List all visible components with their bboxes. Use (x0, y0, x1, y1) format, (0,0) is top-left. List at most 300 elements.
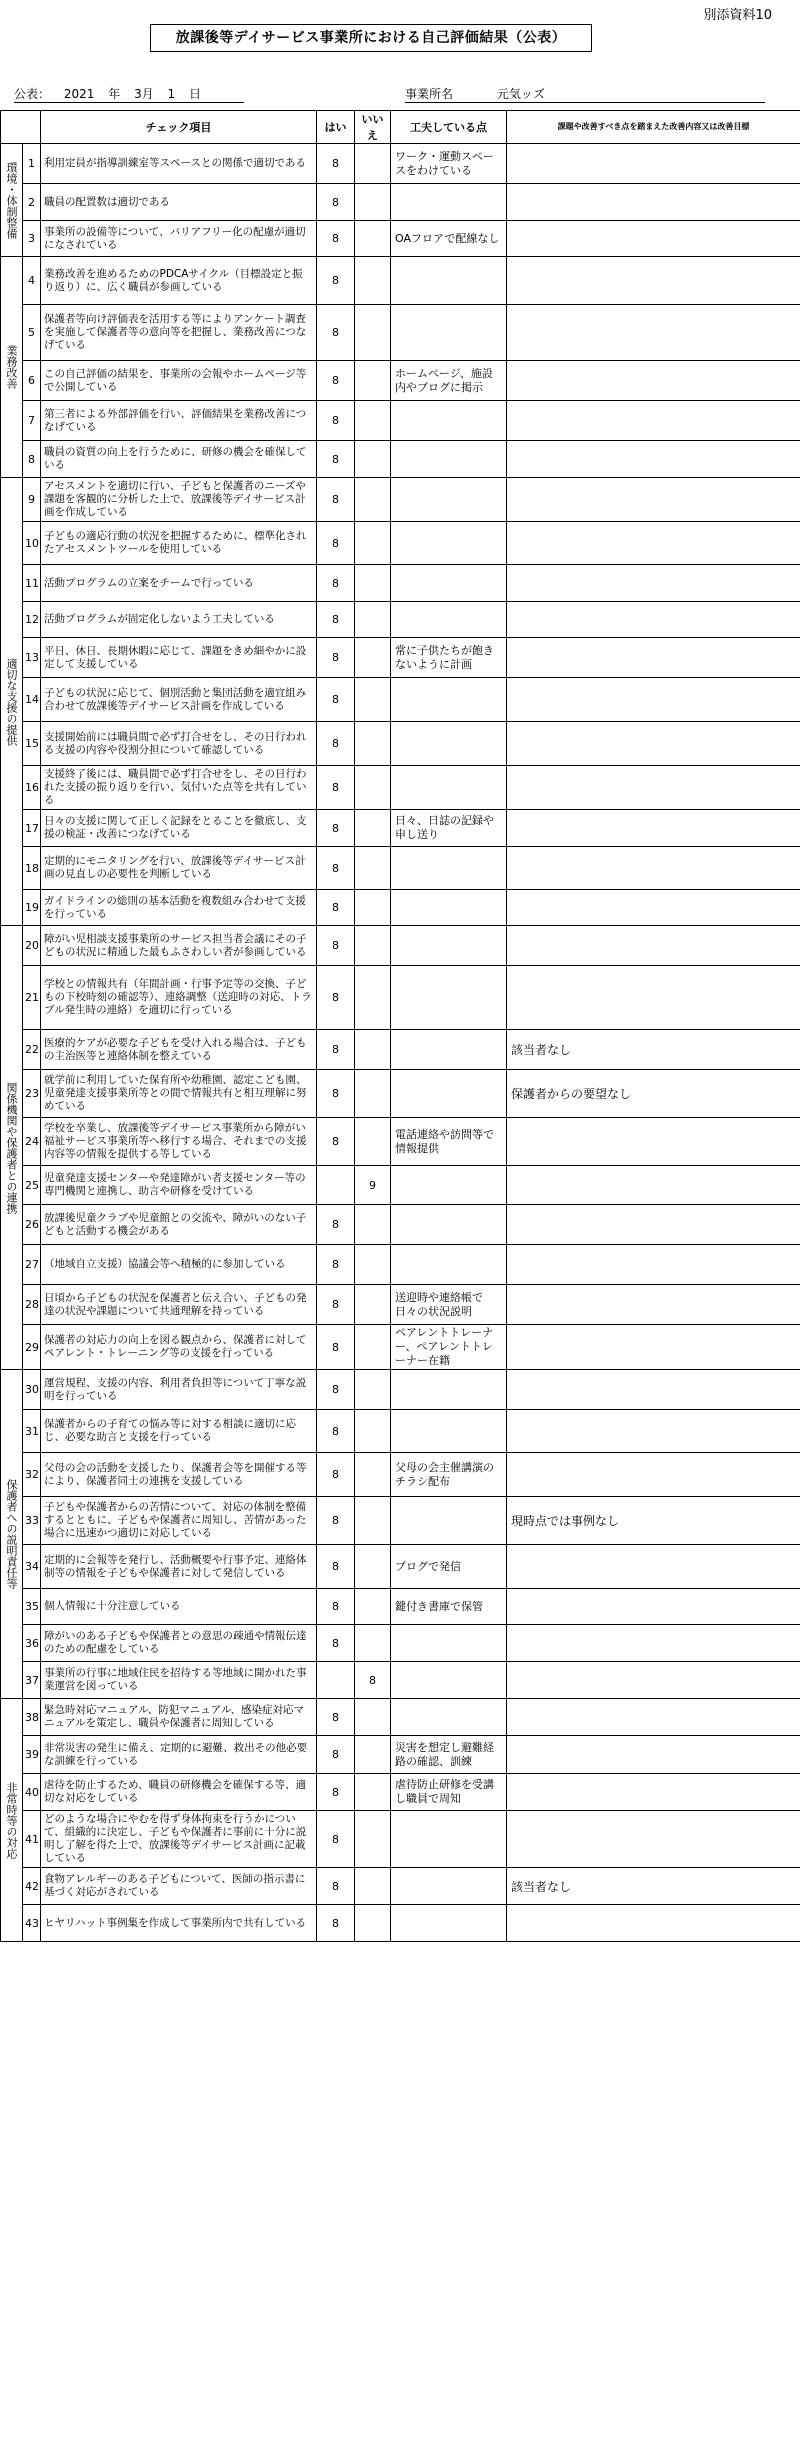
effort-note: 常に子供たちが飽きないように計画 (391, 638, 507, 678)
row-number: 23 (23, 1070, 41, 1118)
row-number: 32 (23, 1453, 41, 1497)
row-number: 34 (23, 1545, 41, 1589)
effort-note: 送迎時や連絡帳で日々の状況説明 (391, 1285, 507, 1325)
effort-note (391, 766, 507, 810)
no-count (355, 847, 391, 890)
improvement-note (507, 602, 800, 638)
effort-note: ブログで発信 (391, 1545, 507, 1589)
effort-note (391, 305, 507, 361)
no-count (355, 1070, 391, 1118)
category-env: 環境・体制整備 (1, 144, 23, 257)
table-row (1, 638, 800, 678)
effort-note (391, 1699, 507, 1736)
check-item: 活動プログラムの立案をチームで行っている (41, 565, 317, 602)
yes-count: 8 (317, 890, 355, 926)
effort-note (391, 1625, 507, 1662)
evaluation-table (0, 110, 800, 1942)
yes-count: 8 (317, 1589, 355, 1625)
publish-year-unit: 年 (108, 87, 121, 101)
table-row (1, 722, 800, 766)
no-count (355, 966, 391, 1030)
publish-day-unit: 日 (189, 87, 202, 101)
effort-note (391, 1030, 507, 1070)
effort-note: ペアレントトレーナー、ペアレントトレーナー在籍 (391, 1325, 507, 1370)
table-row (1, 890, 800, 926)
table-row (1, 602, 800, 638)
row-number: 29 (23, 1325, 41, 1370)
effort-note: 電話連絡や訪問等で情報提供 (391, 1118, 507, 1166)
table-row (1, 1699, 800, 1736)
improvement-note (507, 766, 800, 810)
yes-count: 8 (317, 678, 355, 722)
check-item: 父母の会の活動を支援したり、保護者会等を開催する等により、保護者同士の連携を支援している (41, 1453, 317, 1497)
table-row (1, 1625, 800, 1662)
row-number: 36 (23, 1625, 41, 1662)
effort-note (391, 1205, 507, 1245)
yes-count: 8 (317, 1774, 355, 1811)
improvement-note (507, 722, 800, 766)
improvement-note (507, 638, 800, 678)
effort-note (391, 1905, 507, 1942)
improvement-note (507, 1736, 800, 1774)
check-item: 運営規程、支援の内容、利用者負担等について丁寧な説明を行っている (41, 1370, 317, 1410)
yes-count: 8 (317, 602, 355, 638)
improvement-note (507, 184, 800, 221)
yes-count: 8 (317, 565, 355, 602)
effort-note (391, 602, 507, 638)
header-yes: はい (317, 111, 355, 144)
no-count (355, 678, 391, 722)
effort-note: 災害を想定し避難経路の確認、訓練 (391, 1736, 507, 1774)
effort-note (391, 184, 507, 221)
improvement-note (507, 1905, 800, 1942)
table-row (1, 1905, 800, 1942)
table-row (1, 144, 800, 184)
office-info (405, 86, 765, 103)
improvement-note (507, 1545, 800, 1589)
effort-note (391, 1497, 507, 1545)
no-count (355, 257, 391, 305)
table-row (1, 1410, 800, 1453)
row-number: 4 (23, 257, 41, 305)
yes-count: 8 (317, 1736, 355, 1774)
check-item: 日々の支援に関して正しく記録をとることを徹底し、支援の検証・改善につなげている (41, 810, 317, 847)
improvement-note (507, 305, 800, 361)
table-row (1, 1811, 800, 1868)
no-count (355, 722, 391, 766)
table-row (1, 257, 800, 305)
check-item: 学校を卒業し、放課後等デイサービス事業所から障がい福祉サービス事業所等へ移行する場合、それまでの支援内容等の情報を提供する等している (41, 1118, 317, 1166)
row-number: 27 (23, 1245, 41, 1285)
check-item: 業務改善を進めるためのPDCAサイクル（目標設定と振り返り）に、広く職員が参画している (41, 257, 317, 305)
check-item: 定期的に会報等を発行し、活動概要や行事予定、連絡体制等の情報を子どもや保護者に対して発信している (41, 1545, 317, 1589)
yes-count: 8 (317, 1905, 355, 1942)
yes-count: 8 (317, 810, 355, 847)
effort-note: OAフロアで配線なし (391, 221, 507, 257)
check-item: 保護者の対応力の向上を図る観点から、保護者に対してペアレント・トレーニング等の支援を行っている (41, 1325, 317, 1370)
effort-note (391, 1166, 507, 1205)
table-row (1, 1285, 800, 1325)
header-category (1, 111, 41, 144)
check-item: 放課後児童クラブや児童館との交流や、障がいのない子どもと活動する機会がある (41, 1205, 317, 1245)
no-count (355, 441, 391, 478)
row-number: 39 (23, 1736, 41, 1774)
yes-count: 8 (317, 1410, 355, 1453)
improvement-note (507, 1410, 800, 1453)
no-count (355, 810, 391, 847)
table-header (1, 111, 800, 144)
yes-count: 8 (317, 1030, 355, 1070)
table-row (1, 1325, 800, 1370)
row-number: 33 (23, 1497, 41, 1545)
no-count (355, 602, 391, 638)
yes-count (317, 1166, 355, 1205)
check-item: 虐待を防止するため、職員の研修機会を確保する等、適切な対応をしている (41, 1774, 317, 1811)
no-count: 8 (355, 1662, 391, 1699)
check-item: 活動プログラムが固定化しないよう工夫している (41, 602, 317, 638)
check-item: 子どもの状況に応じて、個別活動と集団活動を適宜組み合わせて放課後等デイサービス計画を作成している (41, 678, 317, 722)
effort-note (391, 478, 507, 522)
check-item: 児童発達支援センターや発達障がい者支援センター等の専門機関と連携し、助言や研修を受けている (41, 1166, 317, 1205)
check-item: 事業所の行事に地域住民を招待する等地域に開かれた事業運営を図っている (41, 1662, 317, 1699)
improvement-note (507, 1370, 800, 1410)
effort-note (391, 1811, 507, 1868)
no-count (355, 1410, 391, 1453)
row-number: 41 (23, 1811, 41, 1868)
table-row (1, 221, 800, 257)
no-count (355, 890, 391, 926)
table-row (1, 184, 800, 221)
yes-count: 8 (317, 722, 355, 766)
improvement-note (507, 1625, 800, 1662)
table-row (1, 1545, 800, 1589)
check-item: （地域自立支援）協議会等へ積極的に参加している (41, 1245, 317, 1285)
table-row (1, 678, 800, 722)
no-count (355, 1625, 391, 1662)
check-item: 非常災害の発生に備え、定期的に避難、救出その他必要な訓練を行っている (41, 1736, 317, 1774)
table-row (1, 1166, 800, 1205)
table-row (1, 1774, 800, 1811)
row-number: 30 (23, 1370, 41, 1410)
check-item: 就学前に利用していた保育所や幼稚園、認定こども園、児童発達支援事業所等との間で情報共有と相互理解に努めている (41, 1070, 317, 1118)
yes-count: 8 (317, 1370, 355, 1410)
table-row (1, 847, 800, 890)
improvement-note (507, 441, 800, 478)
table-row (1, 926, 800, 966)
office-name: 元気ッズ (496, 87, 545, 101)
improvement-note (507, 1811, 800, 1868)
improvement-note (507, 1118, 800, 1166)
table-row (1, 1070, 800, 1118)
check-item: 支援開始前には職員間で必ず打合せをし、その日行われる支援の内容や役割分担について確認している (41, 722, 317, 766)
improvement-note (507, 257, 800, 305)
category-emergency: 非常時等の対応 (1, 1699, 23, 1942)
office-label: 事業所名 (405, 87, 454, 101)
yes-count: 8 (317, 766, 355, 810)
category-relations: 関係機関や保護者との連携 (1, 926, 23, 1370)
improvement-note (507, 1662, 800, 1699)
row-number: 28 (23, 1285, 41, 1325)
no-count (355, 144, 391, 184)
improvement-note (507, 890, 800, 926)
table-row (1, 441, 800, 478)
table-row (1, 1118, 800, 1166)
check-item: どのような場合にやむを得ず身体拘束を行うかについて、組織的に決定し、子どもや保護者に事前に十分に説明し了解を得た上で、放課後等デイサービス計画に記載している (41, 1811, 317, 1868)
no-count (355, 221, 391, 257)
effort-note (391, 1662, 507, 1699)
row-number: 17 (23, 810, 41, 847)
yes-count: 8 (317, 638, 355, 678)
row-number: 6 (23, 361, 41, 401)
yes-count: 8 (317, 1699, 355, 1736)
check-item: 利用定員が指導訓練室等スペースとの関係で適切である (41, 144, 317, 184)
table-row (1, 1736, 800, 1774)
improvement-note (507, 966, 800, 1030)
table-row (1, 522, 800, 565)
improvement-note (507, 565, 800, 602)
table-row (1, 1205, 800, 1245)
check-item: 学校との情報共有（年間計画・行事予定等の交換、子どもの下校時刻の確認等）、連絡調整（送迎時の対応、トラブル発生時の連絡）を適切に行っている (41, 966, 317, 1030)
effort-note (391, 890, 507, 926)
no-count (355, 401, 391, 441)
table-row (1, 1662, 800, 1699)
yes-count: 8 (317, 966, 355, 1030)
check-item: 保護者等向け評価表を活用する等によりアンケート調査を実施して保護者等の意向等を把握し、業務改善につなげている (41, 305, 317, 361)
check-item: 障がい児相談支援事業所のサービス担当者会議にその子どもの状況に精通した最もふさわしい者が参画している (41, 926, 317, 966)
yes-count: 8 (317, 1245, 355, 1285)
no-count (355, 1868, 391, 1905)
row-number: 26 (23, 1205, 41, 1245)
improvement-note (507, 678, 800, 722)
check-item: 日頃から子どもの状況を保護者と伝え合い、子どもの発達の状況や課題について共通理解を持っている (41, 1285, 317, 1325)
table-row (1, 1453, 800, 1497)
yes-count: 8 (317, 1625, 355, 1662)
check-item: 第三者による外部評価を行い、評価結果を業務改善につなげている (41, 401, 317, 441)
yes-count: 8 (317, 1118, 355, 1166)
row-number: 19 (23, 890, 41, 926)
improvement-note (507, 522, 800, 565)
table-row (1, 305, 800, 361)
effort-note (391, 522, 507, 565)
header-no: いいえ (355, 111, 391, 144)
effort-note: 父母の会主催講演のチラシ配布 (391, 1453, 507, 1497)
row-number: 21 (23, 966, 41, 1030)
effort-note: ホームページ、施設内やブログに掲示 (391, 361, 507, 401)
publish-month: 3月 (134, 87, 154, 101)
table-row (1, 1245, 800, 1285)
no-count: 9 (355, 1166, 391, 1205)
no-count (355, 1497, 391, 1545)
effort-note (391, 1070, 507, 1118)
no-count (355, 1774, 391, 1811)
check-item: 子どもの適応行動の状況を把握するために、標準化されたアセスメントツールを使用している (41, 522, 317, 565)
yes-count: 8 (317, 1453, 355, 1497)
improvement-note (507, 847, 800, 890)
row-number: 2 (23, 184, 41, 221)
no-count (355, 1245, 391, 1285)
improvement-note (507, 1205, 800, 1245)
improvement-note (507, 1589, 800, 1625)
yes-count (317, 1662, 355, 1699)
yes-count: 8 (317, 1811, 355, 1868)
yes-count: 8 (317, 1285, 355, 1325)
no-count (355, 1118, 391, 1166)
row-number: 11 (23, 565, 41, 602)
check-item: 定期的にモニタリングを行い、放課後等デイサービス計画の見直しの必要性を判断している (41, 847, 317, 890)
improvement-note (507, 1774, 800, 1811)
row-number: 15 (23, 722, 41, 766)
yes-count: 8 (317, 221, 355, 257)
no-count (355, 1545, 391, 1589)
effort-note (391, 1370, 507, 1410)
effort-note (391, 966, 507, 1030)
table-row (1, 478, 800, 522)
yes-count: 8 (317, 144, 355, 184)
published-label: 公表： (14, 87, 51, 101)
yes-count: 8 (317, 361, 355, 401)
improvement-note (507, 221, 800, 257)
no-count (355, 305, 391, 361)
row-number: 25 (23, 1166, 41, 1205)
no-count (355, 522, 391, 565)
no-count (355, 638, 391, 678)
improvement-note (507, 926, 800, 966)
row-number: 9 (23, 478, 41, 522)
table-row (1, 401, 800, 441)
effort-note (391, 678, 507, 722)
improvement-note: 該当者なし (507, 1868, 800, 1905)
improvement-note: 該当者なし (507, 1030, 800, 1070)
improvement-note (507, 361, 800, 401)
improvement-note (507, 478, 800, 522)
no-count (355, 361, 391, 401)
table-row (1, 1030, 800, 1070)
improvement-note (507, 1453, 800, 1497)
check-item: 医療的ケアが必要な子どもを受け入れる場合は、子どもの主治医等と連絡体制を整えている (41, 1030, 317, 1070)
row-number: 1 (23, 144, 41, 184)
row-number: 22 (23, 1030, 41, 1070)
table-row (1, 361, 800, 401)
row-number: 13 (23, 638, 41, 678)
table-row (1, 565, 800, 602)
row-number: 3 (23, 221, 41, 257)
improvement-note (507, 810, 800, 847)
no-count (355, 184, 391, 221)
improvement-note (507, 1285, 800, 1325)
effort-note (391, 722, 507, 766)
yes-count: 8 (317, 1545, 355, 1589)
row-number: 37 (23, 1662, 41, 1699)
table-row (1, 810, 800, 847)
effort-note (391, 847, 507, 890)
check-item: 職員の配置数は適切である (41, 184, 317, 221)
table-row (1, 766, 800, 810)
table-row (1, 1589, 800, 1625)
effort-note: 鍵付き書庫で保管 (391, 1589, 507, 1625)
row-number: 8 (23, 441, 41, 478)
row-number: 43 (23, 1905, 41, 1942)
check-item: 障がいのある子どもや保護者との意思の疎通や情報伝達のための配慮をしている (41, 1625, 317, 1662)
publish-date (14, 86, 244, 103)
check-item: 個人情報に十分注意している (41, 1589, 317, 1625)
publish-day: 1 (167, 87, 176, 101)
effort-note (391, 257, 507, 305)
improvement-note (507, 401, 800, 441)
improvement-note (507, 1325, 800, 1370)
yes-count: 8 (317, 184, 355, 221)
yes-count: 8 (317, 1070, 355, 1118)
yes-count: 8 (317, 1497, 355, 1545)
effort-note: 虐待防止研修を受講し職員で周知 (391, 1774, 507, 1811)
table-row (1, 966, 800, 1030)
row-number: 7 (23, 401, 41, 441)
row-number: 24 (23, 1118, 41, 1166)
effort-note: ワーク・運動スペースをわけている (391, 144, 507, 184)
appendix-label: 別添資料10 (703, 8, 772, 23)
effort-note (391, 565, 507, 602)
row-number: 12 (23, 602, 41, 638)
effort-note: 日々、日誌の記録や申し送り (391, 810, 507, 847)
category-support: 適切な支援の提供 (1, 478, 23, 926)
no-count (355, 1030, 391, 1070)
effort-note (391, 1245, 507, 1285)
check-item: 緊急時対応マニュアル、防犯マニュアル、感染症対応マニュアルを策定し、職員や保護者に周知している (41, 1699, 317, 1736)
improvement-note (507, 1699, 800, 1736)
row-number: 18 (23, 847, 41, 890)
check-item: 保護者からの子育ての悩み等に対する相談に適切に応じ、必要な助言と支援を行っている (41, 1410, 317, 1453)
no-count (355, 1699, 391, 1736)
no-count (355, 1453, 391, 1497)
effort-note (391, 1410, 507, 1453)
yes-count: 8 (317, 401, 355, 441)
no-count (355, 1736, 391, 1774)
no-count (355, 1325, 391, 1370)
check-item: 平日、休日、長期休暇に応じて、課題をきめ細やかに設定して支援している (41, 638, 317, 678)
no-count (355, 1905, 391, 1942)
no-count (355, 766, 391, 810)
header-check: チェック項目 (41, 111, 317, 144)
row-number: 35 (23, 1589, 41, 1625)
yes-count: 8 (317, 1205, 355, 1245)
category-ops: 業務改善 (1, 257, 23, 478)
effort-note (391, 401, 507, 441)
check-item: アセスメントを適切に行い、子どもと保護者のニーズや課題を客観的に分析した上で、放課後等デイサービス計画を作成している (41, 478, 317, 522)
row-number: 40 (23, 1774, 41, 1811)
yes-count: 8 (317, 847, 355, 890)
table-row (1, 1868, 800, 1905)
no-count (355, 1589, 391, 1625)
yes-count: 8 (317, 257, 355, 305)
effort-note (391, 926, 507, 966)
category-accountability: 保護者への説明責任等 (1, 1370, 23, 1699)
yes-count: 8 (317, 305, 355, 361)
header-suggestion: 課題や改善すべき点を踏まえた改善内容又は改善目標 (507, 111, 800, 144)
check-item: 食物アレルギーのある子どもについて、医師の指示書に基づく対応がされている (41, 1868, 317, 1905)
no-count (355, 1370, 391, 1410)
check-item: 支援終了後には、職員間で必ず打合せをし、その日行われた支援の振り返りを行い、気付いた点等を共有している (41, 766, 317, 810)
check-item: 職員の資質の向上を行うために、研修の機会を確保している (41, 441, 317, 478)
check-item: ガイドラインの総則の基本活動を複数組み合わせて支援を行っている (41, 890, 317, 926)
check-item: この自己評価の結果を、事業所の会報やホームページ等で公開している (41, 361, 317, 401)
row-number: 31 (23, 1410, 41, 1453)
no-count (355, 926, 391, 966)
yes-count: 8 (317, 1325, 355, 1370)
no-count (355, 565, 391, 602)
improvement-note (507, 144, 800, 184)
check-item: 事業所の設備等について、バリアフリー化の配慮が適切になされている (41, 221, 317, 257)
table-row (1, 1370, 800, 1410)
no-count (355, 478, 391, 522)
